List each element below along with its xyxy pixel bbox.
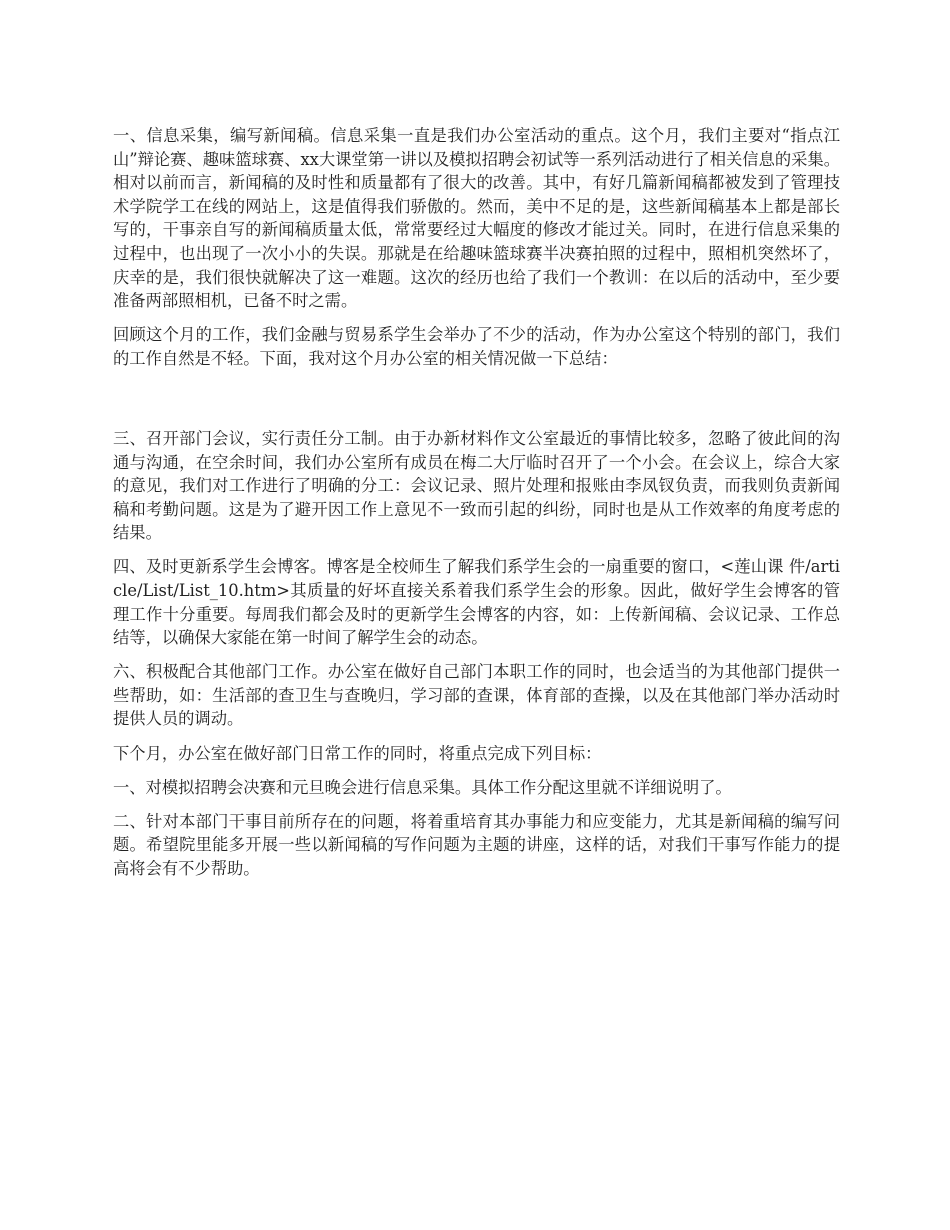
paragraph-monthly-review: 回顾这个月的工作，我们金融与贸易系学生会举办了不少的活动，作为办公室这个特别的部门，我们的工作自然是不轻。下面，我对这个月办公室的相关情况做一下总结： (113, 325, 840, 368)
paragraph-next-month: 下个月，办公室在做好部门日常工作的同时，将重点完成下列目标： (113, 743, 602, 763)
document-body (113, 124, 840, 891)
paragraph-goal-one: 一、对模拟招聘会决赛和元旦晚会进行信息采集。具体工作分配这里就不详细说明了。 (113, 777, 732, 797)
blank-gap (113, 381, 840, 427)
paragraph-department-meeting: 三、召开部门会议，实行责任分工制。由于办新材料作文公室最近的事情比较多，忽略了彼此间的沟通与沟通，在空余时间，我们办公室所有成员在梅二大厅临时召开了一个小会。在会议上，综合大家的意见，我们对工作进行了明确的分工：会议记录、照片处理和报账由李凤钗负责，而我则负责新闻稿和考勤问题。这是为了避开因工作上意见不一致而引起的纠纷，同时也是从工作效率的角度考虑的结果。 (113, 428, 840, 543)
paragraph-information-collection: 一、信息采集，编写新闻稿。信息采集一直是我们办公室活动的重点。这个月，我们主要对“指点江山”辩论赛、趣味篮球赛、xx大课堂第一讲以及模拟招聘会初试等一系列活动进行了相关信息的采集。相对以前而言，新闻稿的及时性和质量都有了很大的改善。其中，有好几篇新闻稿都被发到了管理技术学院学工在线的网站上，这是值得我们骄傲的。然而，美中不足的是，这些新闻稿基本上都是部长写的，干事亲自写的新闻稿质量太低，常常要经过大幅度的修改才能过关。同时，在进行信息采集的过程中，也出现了一次小小的失误。那就是在给趣味篮球赛半决赛拍照的过程中，照相机突然坏了，庆幸的是，我们很快就解决了这一难题。这次的经历也给了我们一个教训：在以后的活动中，至少要准备两部照相机，已备不时之需。 (113, 126, 840, 311)
paragraph-blog-update: 四、及时更新系学生会博客。博客是全校师生了解我们系学生会的一扇重要的窗口，<莲山课 件/article/List/List_10.htm>其质量的好坏直接关系着我们系学生会的形象。因此，做好学生会博客的管理工作十分重要。每周我们都会及时的更新学生会博客的内容，如：上传新闻稿、会议记录、工作总结等，以确保大家能在第一时间了解学生会的动态。 (113, 557, 840, 648)
paragraph-cooperation: 六、积极配合其他部门工作。办公室在做好自己部门本职工作的同时，也会适当的为其他部门提供一些帮助，如：生活部的查卫生与查晚归，学习部的查课，体育部的查操，以及在其他部门举办活动时提供人员的调动。 (113, 662, 840, 729)
paragraph-goal-two: 二、针对本部门干事目前所存在的问题，将着重培育其办事能力和应变能力，尤其是新闻稿的编写问题。希望院里能多开展一些以新闻稿的写作问题为主题的讲座，这样的话，对我们干事写作能力的提高将会有不少帮助。 (113, 811, 840, 878)
